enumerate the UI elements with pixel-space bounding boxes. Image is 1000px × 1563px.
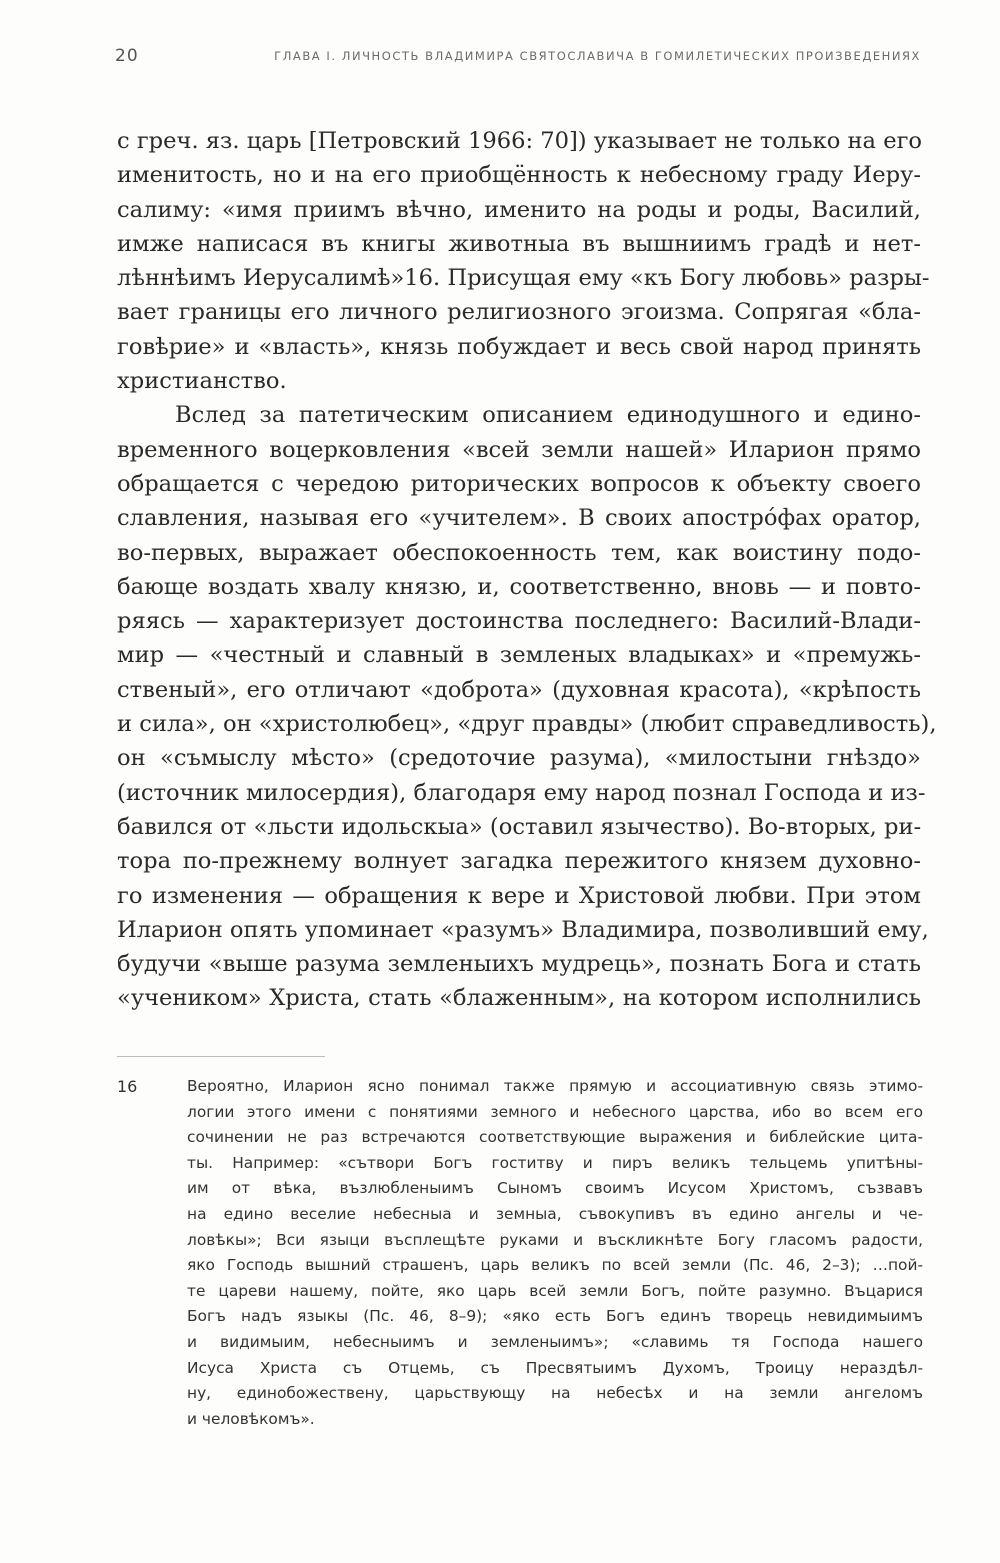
text-line: временного воцерковления «всей земли нашей» Иларион прямо: [117, 436, 921, 463]
text-line: мир — «честный и славный в земленых владыках» и «премужь-: [117, 642, 921, 669]
text-line: «учеником» Христа, стать «блаженным», на котором исполнились: [117, 985, 921, 1012]
text-line: лѣннѣимъ Иерусалимѣ»16. Присущая ему «къ Богу любовь» разры-: [117, 265, 930, 292]
text-line: и сила», он «христолюбец», «друг правды» (любит справедливость),: [117, 711, 937, 738]
footnote-line: яко Господь вышний страшенъ, царь великъ по всей земли (Пс. 46, 2–3); …пой-: [187, 1256, 923, 1275]
footnote-line: сочинении не раз встречаются соответствующие выражения и библейские цита-: [187, 1128, 923, 1147]
footnote-line: Исуса Христа съ Отцемь, съ Пресвятыимъ Духомъ, Троицу нераздѣл-: [187, 1358, 923, 1377]
text-line: Вслед за патетическим описанием единодушного и едино-: [175, 402, 921, 429]
text-line: говѣрие» и «власть», князь побуждает и весь свой народ принять: [117, 333, 921, 360]
footnote-text: [187, 1074, 923, 1432]
footnote-line: ты. Например: «сътвори Богъ гоститву и пиръ великъ тельцемь упитѣны-: [187, 1153, 923, 1172]
footnote-line: логии этого имени с понятиями земного и небесного царства, ибо во всем его: [187, 1102, 923, 1121]
text-line: с греч. яз. царь [Петровский 1966: 70]) указывает не только на его: [117, 128, 923, 154]
paragraph: [117, 124, 930, 398]
text-line: имже написася въ книгы животныа въ вышниимъ градѣ и нет-: [117, 230, 921, 257]
text-line: го изменения — обращения к вере и Христовой любви. При этом: [117, 882, 921, 909]
text-line: славления, называя его «учителем». В своих апострóфах оратор,: [117, 505, 921, 532]
footnote-separator: [117, 1056, 325, 1057]
footnote-number: 16: [117, 1077, 138, 1096]
paragraph: [117, 398, 937, 1015]
text-line: бающе воздать хвалу князю, и, соответственно, вновь — и повто-: [117, 573, 921, 600]
footnote-line: ну, единобожествену, царьствующу на небесѣх и на земли ангеломъ: [187, 1384, 923, 1403]
text-line: ственый», его отличают «доброта» (духовная красота), «крѣпость: [117, 676, 921, 703]
footnote-line: и человѣкомъ».: [187, 1409, 315, 1428]
footnote-line: Богъ надъ языкы (Пс. 46, 8–9); «яко есть Богъ единъ творець невидимыимъ: [187, 1307, 923, 1326]
text-line: он «съмыслу мѣсто» (средоточие разума), «милостыни гнѣздо»: [117, 745, 921, 772]
text-line: ряясь — характеризует достоинства последнего: Василий-Влади-: [117, 608, 921, 635]
footnote-line: те цареви нашему, пойте, яко царь всей земли Богъ, пойте разумно. Въцарися: [187, 1281, 923, 1300]
footnote-line: на едино веселие небесныа и земныа, съвокупивъ въ едино ангелы и че-: [187, 1204, 923, 1223]
text-line: будучи «выше разума земленыихъ мудрець», познать Бога и стать: [117, 951, 921, 978]
text-line: (источник милосердия), благодаря ему народ познал Господа и из-: [117, 779, 926, 806]
footnote-line: и видимыим, небесныимъ и земленыимъ»; «славимь тя Господа нашего: [187, 1332, 923, 1351]
text-line: тора по-прежнему волнует загадка пережитого князем духовно-: [117, 848, 921, 875]
footnote-line: им от вѣка, възлюбленыимъ Сыномъ своимъ Исусом Христомъ, съзвавъ: [187, 1179, 923, 1198]
page-header: [115, 46, 921, 76]
text-line: во-первых, выражает обеспокоенность тем, как воистину подо-: [117, 539, 921, 566]
footnote-line: ловѣкы»; Вси языци въсплещѣте руками и въскликнѣте Богу гласомъ радости,: [187, 1230, 923, 1249]
text-line: именитость, но и на его приобщённость к небесному граду Иеру-: [117, 162, 921, 189]
text-line: обращается с чередою риторических вопросов к объекту своего: [117, 470, 921, 497]
text-line: вает границы его личного религиозного эгоизма. Сопрягая «бла-: [117, 299, 921, 326]
text-line: бавился от «льсти идольскыа» (оставил язычество). Во-вторых, ри-: [117, 813, 922, 840]
text-line: салиму: «имя приимъ вѣчно, именито на роды и роды, Василий,: [117, 196, 921, 223]
footnote-line: Вероятно, Иларион ясно понимал также прямую и ассоциативную связь этимо-: [187, 1077, 923, 1095]
text-line: христианство.: [117, 368, 287, 395]
page-number: 20: [115, 46, 139, 66]
main-text: [117, 124, 937, 1016]
running-title: ГЛАВА I. ЛИЧНОСТЬ ВЛАДИМИРА СВЯТОСЛАВИЧА В ГОМИЛЕТИЧЕСКИХ ПРОИЗВЕДЕНИЯХ: [274, 49, 921, 63]
text-line: Иларион опять упоминает «разумъ» Владимира, позволивший ему,: [117, 916, 929, 943]
